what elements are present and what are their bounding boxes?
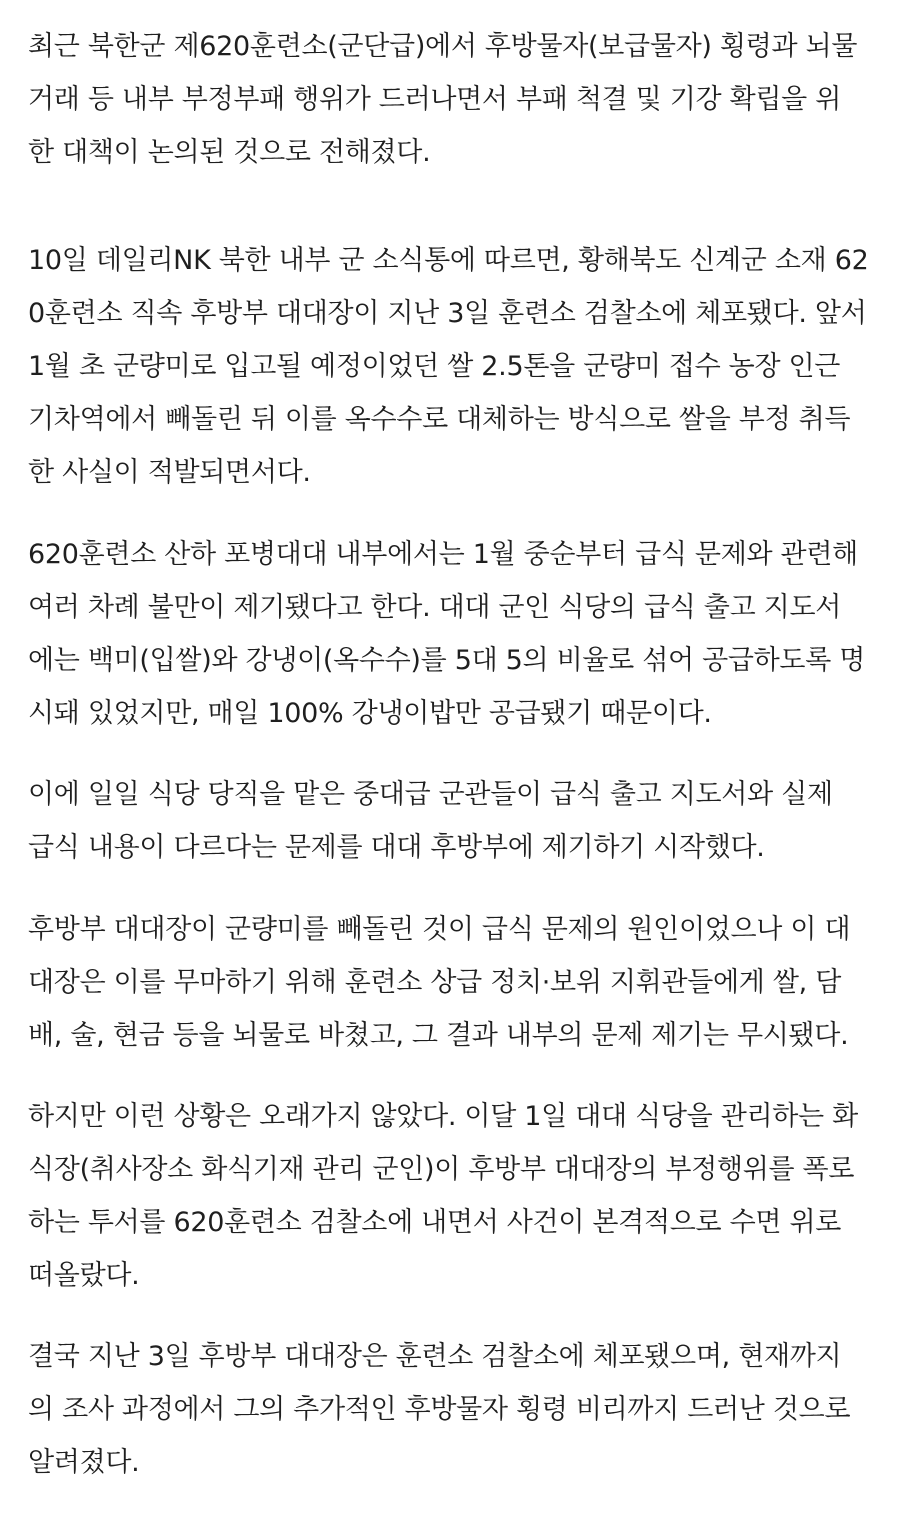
text-line: 에는 백미(입쌀)와 강냉이(옥수수)를 5대 5의 비율로 섞어 공급하도록 명	[28, 645, 866, 676]
paragraph-1	[28, 20, 857, 179]
text-line: 이에 일일 식당 당직을 맡은 중대급 군관들이 급식 출고 지도서와 실제	[28, 779, 833, 810]
text-line: 한 대책이 논의된 것으로 전해졌다.	[28, 137, 431, 168]
text-line: 거래 등 내부 부정부패 행위가 드러나면서 부패 척결 및 기강 확립을 위	[28, 84, 842, 115]
text-line: 대장은 이를 무마하기 위해 훈련소 상급 정치·보위 지휘관들에게 쌀, 담	[28, 967, 842, 998]
text-line: 결국 지난 3일 후방부 대대장은 훈련소 검찰소에 체포됐으며, 현재까지	[28, 1341, 842, 1372]
text-line: 620훈련소 산하 포병대대 내부에서는 1월 중순부터 급식 문제와 관련해	[28, 539, 858, 570]
text-line: 최근 북한군 제620훈련소(군단급)에서 후방물자(보급물자) 횡령과 뇌물	[28, 31, 858, 62]
text-line: 의 조사 과정에서 그의 추가적인 후방물자 횡령 비리까지 드러난 것으로	[28, 1394, 851, 1425]
text-line: 알려졌다.	[28, 1447, 140, 1478]
text-line: 식장(취사장소 화식기재 관리 군인)이 후방부 대대장의 부정행위를 폭로	[28, 1154, 855, 1185]
text-line: 급식 내용이 다르다는 문제를 대대 후방부에 제기하기 시작했다.	[28, 832, 765, 863]
text-line: 하지만 이런 상황은 오래가지 않았다. 이달 1일 대대 식당을 관리하는 화	[28, 1101, 858, 1132]
text-line: 시돼 있었지만, 매일 100% 강냉이밥만 공급됐기 때문이다.	[28, 698, 712, 729]
paragraph-5	[28, 903, 850, 1062]
text-line: 기차역에서 빼돌린 뒤 이를 옥수수로 대체하는 방식으로 쌀을 부정 취득	[28, 404, 851, 435]
text-line: 0훈련소 직속 후방부 대대장이 지난 3일 훈련소 검찰소에 체포됐다. 앞서	[28, 298, 867, 329]
text-line: 1월 초 군량미로 입고될 예정이었던 쌀 2.5톤을 군량미 접수 농장 인근	[28, 351, 841, 382]
text-line: 여러 차례 불만이 제기됐다고 한다. 대대 군인 식당의 급식 출고 지도서	[28, 592, 842, 623]
paragraph-3	[28, 528, 865, 740]
text-line: 떠올랐다.	[28, 1260, 140, 1291]
paragraph-2	[28, 234, 868, 499]
text-line: 10일 데일리NK 북한 내부 군 소식통에 따르면, 황해북도 신계군 소재 62	[28, 245, 869, 276]
paragraph-7	[28, 1330, 850, 1489]
paragraph-6	[28, 1090, 858, 1302]
text-line: 후방부 대대장이 군량미를 빼돌린 것이 급식 문제의 원인이었으나 이 대	[28, 914, 851, 945]
text-line: 배, 술, 현금 등을 뇌물로 바쳤고, 그 결과 내부의 문제 제기는 무시됐다.	[28, 1020, 849, 1051]
paragraph-4	[28, 768, 833, 874]
text-line: 하는 투서를 620훈련소 검찰소에 내면서 사건이 본격적으로 수면 위로	[28, 1207, 842, 1238]
text-line: 한 사실이 적발되면서다.	[28, 457, 311, 488]
